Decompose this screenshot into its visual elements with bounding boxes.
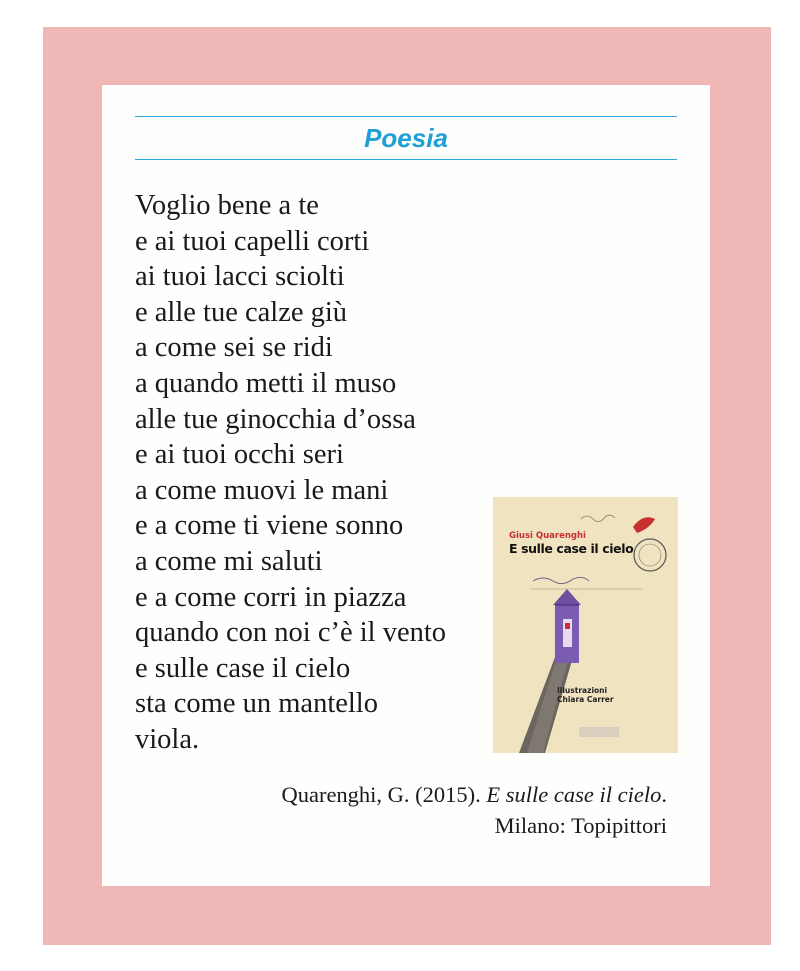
- section-title: Poesia: [364, 123, 448, 153]
- poem-line: viola.: [135, 723, 200, 755]
- poem-line: e sulle case il cielo: [135, 652, 351, 684]
- citation-period: .: [661, 782, 667, 807]
- poem-line: a quando metti il muso: [135, 367, 397, 399]
- poem-line: e a come corri in piazza: [135, 581, 407, 613]
- poem-line: e alle tue calze giù: [135, 296, 348, 328]
- poem-line: e ai tuoi occhi seri: [135, 439, 344, 471]
- poem-line: Voglio bene a te: [135, 190, 319, 221]
- poem-line: e a come ti viene sonno: [135, 510, 404, 542]
- cover-author: Giusi Quarenghi: [509, 531, 586, 541]
- poem-line: quando con noi c’è il vento: [135, 617, 447, 649]
- citation-work-title: E sulle case il cielo: [486, 782, 662, 807]
- poem-text: [135, 188, 446, 758]
- cover-title: E sulle case il cielo: [509, 541, 634, 556]
- poem-line: sta come un mantello: [135, 688, 378, 720]
- poem-line: e ai tuoi capelli corti: [135, 225, 370, 257]
- citation: [281, 779, 667, 841]
- poem-line: alle tue ginocchia d’ossa: [135, 403, 416, 435]
- poem-line: a come mi saluti: [135, 545, 323, 577]
- poem-line: a come sei se ridi: [135, 332, 333, 364]
- citation-publisher: Milano: Topipittori: [494, 813, 667, 838]
- poem-line: ai tuoi lacci sciolti: [135, 261, 345, 293]
- book-cover-image: [493, 497, 678, 753]
- cover-illustrator-label: Illustrazioni: [557, 686, 608, 695]
- title-rule-bottom: [135, 159, 677, 160]
- citation-authors-year: Quarenghi, G. (2015).: [281, 782, 487, 807]
- citation-line-1: [281, 779, 667, 810]
- cover-illustrator-name: Chiara Carrer: [557, 695, 614, 704]
- title-rule-top: [135, 116, 677, 117]
- poem-line: a come muovi le mani: [135, 474, 389, 506]
